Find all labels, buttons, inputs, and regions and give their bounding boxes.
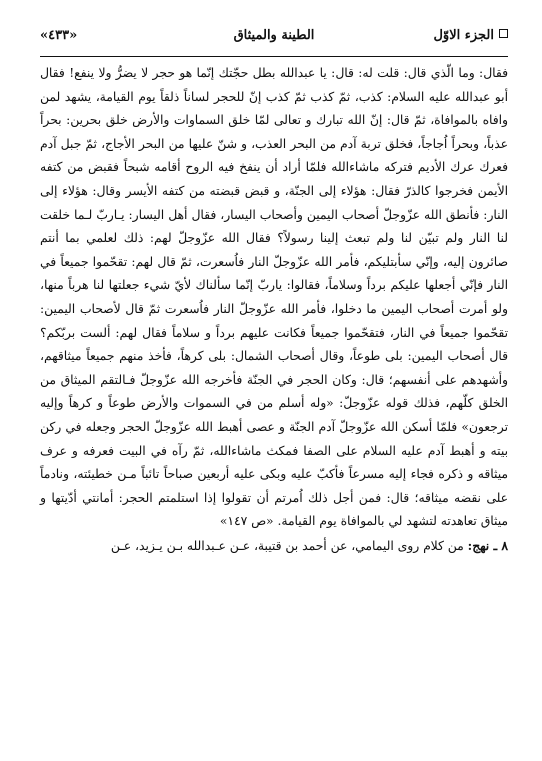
page-header: [40, 28, 508, 54]
volume-label: الجزء الاوّل: [433, 28, 494, 43]
page-body: [40, 62, 508, 558]
item-heading: ٨ ـ نهج:: [467, 537, 508, 553]
page-number: «٤٣٣»: [40, 28, 78, 43]
body-paragraph: فقال: وما الّذي قال: قلت له: قال: يا عبدالله بطل حجّتك إنّما هو حجر لا يضرُّ ولا ينفع! فقال أبو عبدالله عليه السلام: كذب، ثمّ كذب ثمّ كذب إنّ للحجر لساناً ذلقاً يوم القيامة، يشهد لمن وافاه بالموافاة، ثمّ قال: إنّ الله تبارك و تعالى لمّا خلق السماوات والأرض خلق بحرين: بحراً عذباً، وبحراً اُجاجاً، فخلق تربة آدم من البحر العذب، و شنّ عليها من البحر الأجاج، ثمّ جبل آدم فعرك عرك الأديم فتركه ماشاءالله فلمّا أراد أن ينفخ فيه الروح أقامه شبحاً فقبض من كتفه الأيمن فخرجوا كالذرّ فقال: هؤلاء إلى الجنّة، و قبض قبضته من كتفه الأيسر وقال: هؤلاء إلى النار: فأنطق الله عزّوجلّ أصحاب اليمين وأصحاب اليسار، فقال أهل اليسار: يـاربّ لـما خلقت لنا النار ولم تبيّن لنا ولم تبعث إلينا رسولاً؟ فقال الله عزّوجلّ لهم: ذلك لعلمي بما أنتم صائرون إليه، وإنّي سأبتليكم، فأمر الله عزّوجلّ النار فاُسعرت، ثمّ قال لهم: تقحّموا جميعاً في النار فإنّي أجعلها عليكم برداً وسلاماً، فقالوا: ياربّ إنّما سألناك لأيّ شيء جعلتها لنا هرباً منها، ولو أمرت أصحاب اليمين ما دخلوا، فأمر الله عزّوجلّ النار فاُسعرت ثمّ قال لأصحاب اليمين: تقحّموا جميعاً في النار، فتقحّموا جميعاً فكانت عليهم برداً و سلاماً فقال لهم: ألست بربّكم؟ قال أصحاب اليمين: بلى طوعاً، وقال أصحاب الشمال: بلى كرهاً، فأخذ منهم جميعاً ميثاقهم، وأشهدهم على أنفسهم؛ قال: وكان الحجر في الجنّة فأخرجه الله عزّوجلّ فـالتقم الميثاق من الخلق كلّهم، فذلك قوله عزّوجلّ: «وله أسلم من في السموات والأرض طوعاً و كرهاً وإليه ترجعون» فلمّا أسكن الله عزّوجلّ آدم الجنّة و عصى أهبط الله عزّوجلّ الحجر وجعله في ركن بيته و أهبط آدم عليه السلام على الصفا فمكث ماشاءالله، ثمّ رآه في البيت فعرفه و عرف ميثاقه و ذكره فجاء إليه مسرعاً فأكبّ عليه وبكى عليه أربعين صباحاً تائباً مـن خطيئته، ونادماً على نقضه ميثاقه؛ قال: فمن أجل ذلك اُمرتم أن تقولوا إذا استلمتم الحجر: أمانتي أدّيتها و ميثاق تعاهدته لتشهد لي بالموافاة يوم القيامة. «ص ١٤٧»: [40, 66, 508, 529]
item-text: من كلام روى اليمامي، عن أحمد بن قتيبة، عـن عـبدالله بـن يـزيد، عـن: [110, 538, 464, 553]
running-head-title: الطينة والميثاق: [233, 28, 315, 43]
hadith-item: [40, 534, 508, 559]
header-rule: [40, 56, 508, 57]
